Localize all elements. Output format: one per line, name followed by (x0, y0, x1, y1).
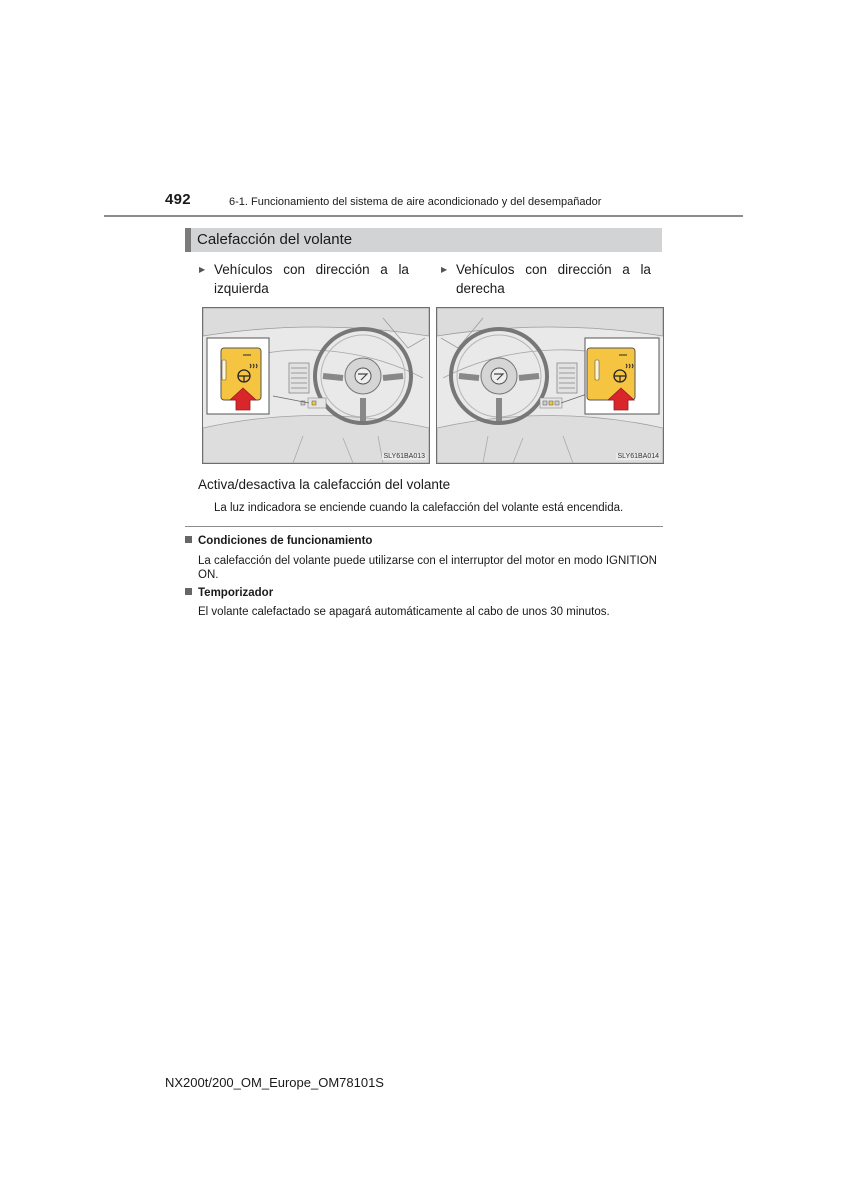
note-text-timer: El volante calefactado se apagará automáticamente al cabo de unos 30 minutos. (198, 606, 610, 618)
note-heading-text: Temporizador (198, 587, 274, 599)
variant-word: con (283, 262, 305, 277)
figure-left-hand-drive (202, 307, 430, 464)
dashboard-illustration (203, 308, 429, 463)
variant-word: a (622, 262, 630, 277)
section-heading-accent (185, 228, 191, 252)
caption-main: Activa/desactiva la calefacción del volante (198, 477, 451, 492)
caption-sub: La luz indicadora se enciende cuando la calefacción del volante está encendida. (214, 502, 624, 514)
page-number: 492 (165, 191, 191, 208)
footer-document-code: NX200t/200_OM_Europe_OM78101S (165, 1075, 384, 1090)
square-bullet-icon (185, 588, 192, 595)
section-title: Calefacción del volante (197, 231, 353, 248)
variant-word: con (525, 262, 547, 277)
figure-right-hand-drive (436, 307, 664, 464)
body-divider (185, 526, 663, 527)
dashboard-illustration (437, 308, 663, 463)
variant-word: a (380, 262, 388, 277)
note-heading-conditions (185, 535, 372, 547)
triangle-bullet-icon: ▶ (199, 265, 206, 274)
variant-word: dirección (315, 262, 370, 277)
note-heading-timer (185, 587, 273, 599)
variant-label-line1 (214, 260, 409, 279)
variant-word: dirección (557, 262, 612, 277)
note-heading-text: Condiciones de funcionamiento (198, 535, 373, 547)
square-bullet-icon (185, 536, 192, 543)
variant-label-line1 (456, 260, 651, 279)
variant-word: la (398, 262, 409, 277)
variant-word: Vehículos (456, 262, 515, 277)
variant-word: la (640, 262, 651, 277)
note-text-conditions: La calefacción del volante puede utilizarse con el interruptor del motor en modo IGNITION ON. (198, 555, 657, 581)
triangle-bullet-icon: ▶ (441, 265, 448, 274)
figure-code: SLY61BA014 (617, 453, 659, 460)
header-divider (104, 215, 743, 217)
variant-label-line2: izquierda (214, 281, 269, 296)
chapter-title: 6-1. Funcionamiento del sistema de aire acondicionado y del desempañador (229, 196, 602, 208)
section-heading-bar (185, 228, 662, 252)
variant-word: Vehículos (214, 262, 273, 277)
figure-code: SLY61BA013 (383, 453, 425, 460)
variant-label-line2: derecha (456, 281, 505, 296)
